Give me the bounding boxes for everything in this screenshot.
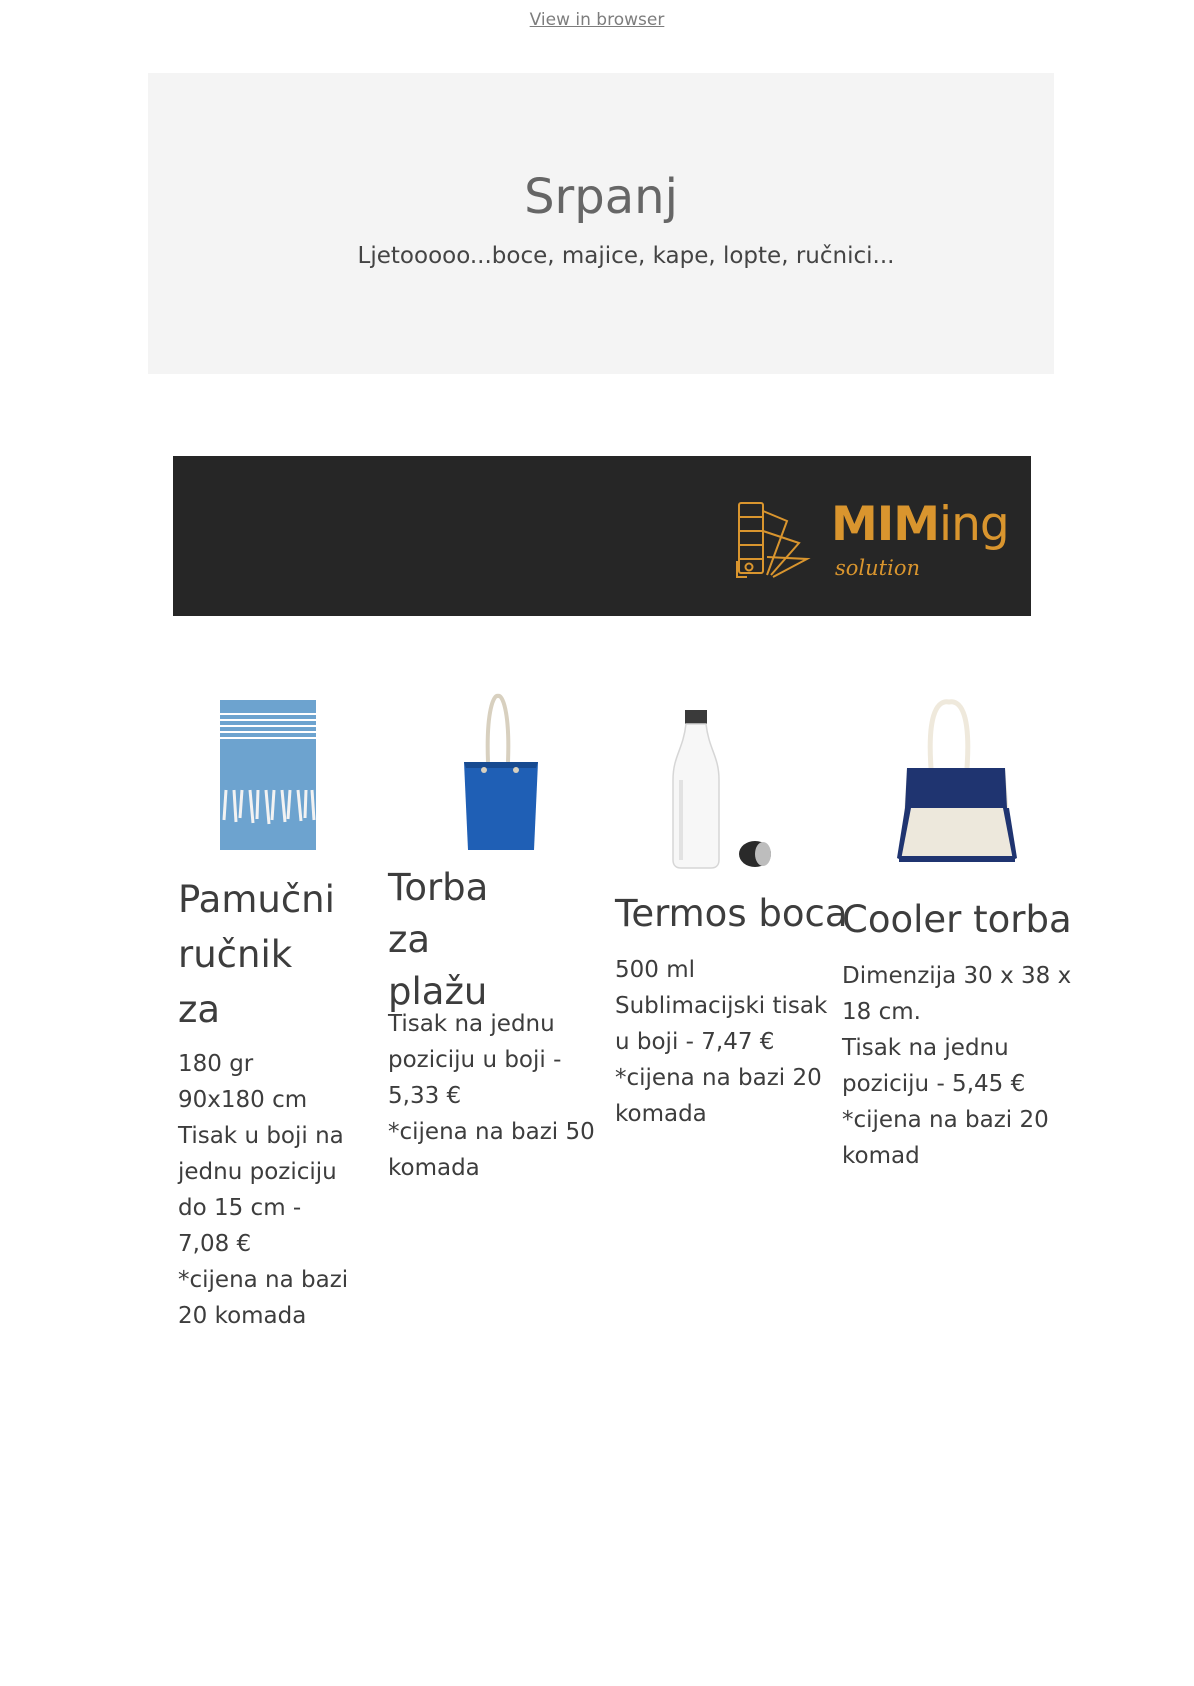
towel-image xyxy=(208,690,328,860)
product-description: 180 gr 90x180 cm Tisak u boji na jednu poziciju do 15 cm - 7,08 € *cijena na bazi 20 komada xyxy=(178,1051,349,1329)
product-description: 500 ml Sublimacijski tisak u boji - 7,47 € *cijena na bazi 20 komada xyxy=(615,957,828,1127)
hero-title: Srpanj xyxy=(524,169,678,225)
product-card-cooler-bag[interactable] xyxy=(842,690,1092,1350)
product-card-beach-bag[interactable] xyxy=(388,690,608,1350)
color-swatch-fan-icon xyxy=(735,501,817,585)
product-title: Torba za plažu xyxy=(388,866,489,1013)
product-card-thermos-bottle[interactable] xyxy=(615,690,848,1350)
product-card-towel[interactable] xyxy=(178,690,378,1350)
hero-subtitle: Ljetooooo...boce, majice, kape, lopte, ručnici... xyxy=(357,243,895,269)
product-description: Tisak na jednu poziciju u boji - 5,33 € *cijena na bazi 50 komada xyxy=(388,1011,595,1181)
view-in-browser-link[interactable]: View in browser xyxy=(529,10,665,30)
product-description: Dimenzija 30 x 38 x 18 cm. Tisak na jednu poziciju - 5,45 € *cijena na bazi 20 komad xyxy=(842,963,1072,1169)
miming-logo[interactable] xyxy=(735,497,1009,586)
brand-banner xyxy=(173,456,1031,616)
product-title: Termos boca xyxy=(615,892,848,935)
hero-section xyxy=(148,73,1054,374)
logo-tagline: solution xyxy=(835,556,920,580)
cooler-bag-image xyxy=(887,690,1027,875)
beach-bag-image xyxy=(436,690,566,860)
logo-wordmark: MIMing xyxy=(831,497,1009,552)
product-title: Pamučni ručnik za xyxy=(178,878,335,1031)
thermos-bottle-image xyxy=(655,690,785,870)
product-title: Cooler torba xyxy=(842,898,1072,941)
